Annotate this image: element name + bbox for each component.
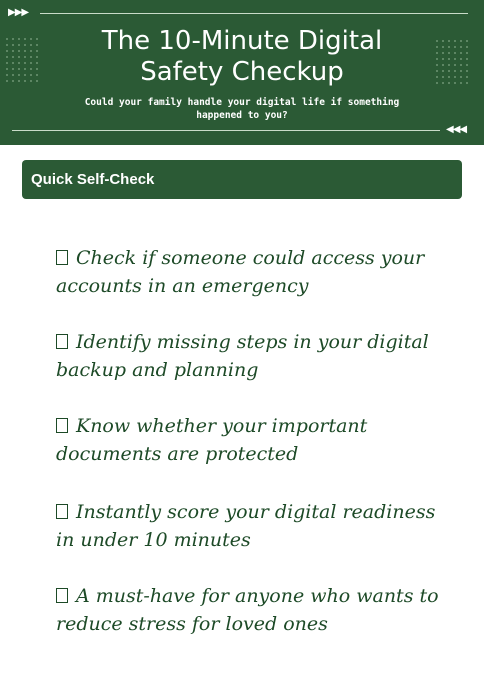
dot (18, 56, 20, 58)
dot (6, 62, 8, 64)
dot (6, 68, 8, 70)
checklist-item (56, 412, 456, 468)
dot (436, 70, 438, 72)
dot (30, 74, 32, 76)
dot (36, 38, 38, 40)
dot (454, 58, 456, 60)
dot (454, 52, 456, 54)
dot (448, 52, 450, 54)
checklist-item (56, 498, 456, 554)
checklist-item (56, 328, 456, 384)
dot (436, 64, 438, 66)
dot (466, 70, 468, 72)
dot (436, 58, 438, 60)
banner-divider-top (40, 13, 468, 14)
dot (30, 56, 32, 58)
dot (436, 82, 438, 84)
dot (448, 58, 450, 60)
dot (454, 70, 456, 72)
checkbox-icon (56, 504, 68, 519)
arrows-left-icon: ◀◀◀ (446, 124, 467, 135)
dot (460, 76, 462, 78)
dot (36, 74, 38, 76)
dot (12, 38, 14, 40)
dot (36, 44, 38, 46)
dot (12, 68, 14, 70)
dot (460, 40, 462, 42)
dot (460, 70, 462, 72)
dot (12, 56, 14, 58)
dot (436, 76, 438, 78)
dot (30, 62, 32, 64)
dot (454, 82, 456, 84)
dot (448, 46, 450, 48)
dot (466, 58, 468, 60)
dot (24, 74, 26, 76)
dot (436, 40, 438, 42)
dot (442, 52, 444, 54)
dot (454, 76, 456, 78)
dot (466, 40, 468, 42)
dot (36, 50, 38, 52)
dot (24, 50, 26, 52)
dot (442, 46, 444, 48)
dot (6, 38, 8, 40)
dot (466, 76, 468, 78)
dot (436, 52, 438, 54)
dot-pattern-decoration (6, 38, 42, 86)
dot (460, 46, 462, 48)
dot (6, 44, 8, 46)
dot (12, 80, 14, 82)
arrows-right-icon: ▶▶▶ (8, 7, 29, 18)
dot (30, 38, 32, 40)
dot (12, 50, 14, 52)
dot (466, 82, 468, 84)
dot (454, 46, 456, 48)
dot (18, 44, 20, 46)
dot (454, 64, 456, 66)
dot (30, 80, 32, 82)
dot (6, 50, 8, 52)
checklist-item-text: Identify missing steps in your digital backup and planning (56, 331, 429, 381)
checklist-item (56, 582, 456, 638)
dot (6, 80, 8, 82)
dot (460, 64, 462, 66)
dot (466, 52, 468, 54)
dot (24, 38, 26, 40)
checklist-item-text: Instantly score your digital readiness in under 10 minutes (56, 501, 436, 551)
banner-divider-bottom (12, 130, 440, 131)
dot (24, 56, 26, 58)
dot (12, 62, 14, 64)
dot (24, 68, 26, 70)
dot (24, 62, 26, 64)
dot-pattern-decoration (436, 40, 472, 88)
dot (460, 52, 462, 54)
dot (18, 74, 20, 76)
dot (18, 68, 20, 70)
checklist (56, 244, 456, 666)
dot (6, 74, 8, 76)
checkbox-icon (56, 588, 68, 603)
dot (24, 44, 26, 46)
dot (18, 38, 20, 40)
dot (30, 68, 32, 70)
dot (448, 40, 450, 42)
dot (36, 62, 38, 64)
checkbox-icon (56, 418, 68, 433)
dot (30, 44, 32, 46)
dot (18, 80, 20, 82)
page-title: The 10-Minute Digital Safety Checkup (101, 26, 383, 87)
checkbox-icon (56, 334, 68, 349)
dot (6, 56, 8, 58)
dot (18, 50, 20, 52)
dot (448, 76, 450, 78)
dot (36, 68, 38, 70)
dot (18, 62, 20, 64)
dot (442, 82, 444, 84)
section-title: Quick Self-Check (31, 171, 155, 188)
dot (448, 64, 450, 66)
checklist-item-text: Check if someone could access your accounts in an emergency (56, 247, 425, 297)
dot (24, 80, 26, 82)
dot (30, 50, 32, 52)
dot (436, 46, 438, 48)
dot (442, 70, 444, 72)
header-banner (0, 0, 484, 145)
dot (442, 76, 444, 78)
dot (460, 82, 462, 84)
dot (442, 40, 444, 42)
checkbox-icon (56, 250, 68, 265)
dot (442, 58, 444, 60)
dot (36, 56, 38, 58)
checklist-item-text: A must-have for anyone who wants to reduce stress for loved ones (56, 585, 439, 635)
dot (442, 64, 444, 66)
page-subtitle: Could your family handle your digital life if something happened to you? (84, 97, 400, 121)
checklist-item (56, 244, 456, 300)
section-header (22, 160, 462, 199)
dot (36, 80, 38, 82)
dot (448, 70, 450, 72)
dot (12, 44, 14, 46)
dot (12, 74, 14, 76)
dot (460, 58, 462, 60)
checklist-item-text: Know whether your important documents are protected (56, 415, 368, 465)
dot (466, 46, 468, 48)
dot (448, 82, 450, 84)
dot (466, 64, 468, 66)
dot (454, 40, 456, 42)
